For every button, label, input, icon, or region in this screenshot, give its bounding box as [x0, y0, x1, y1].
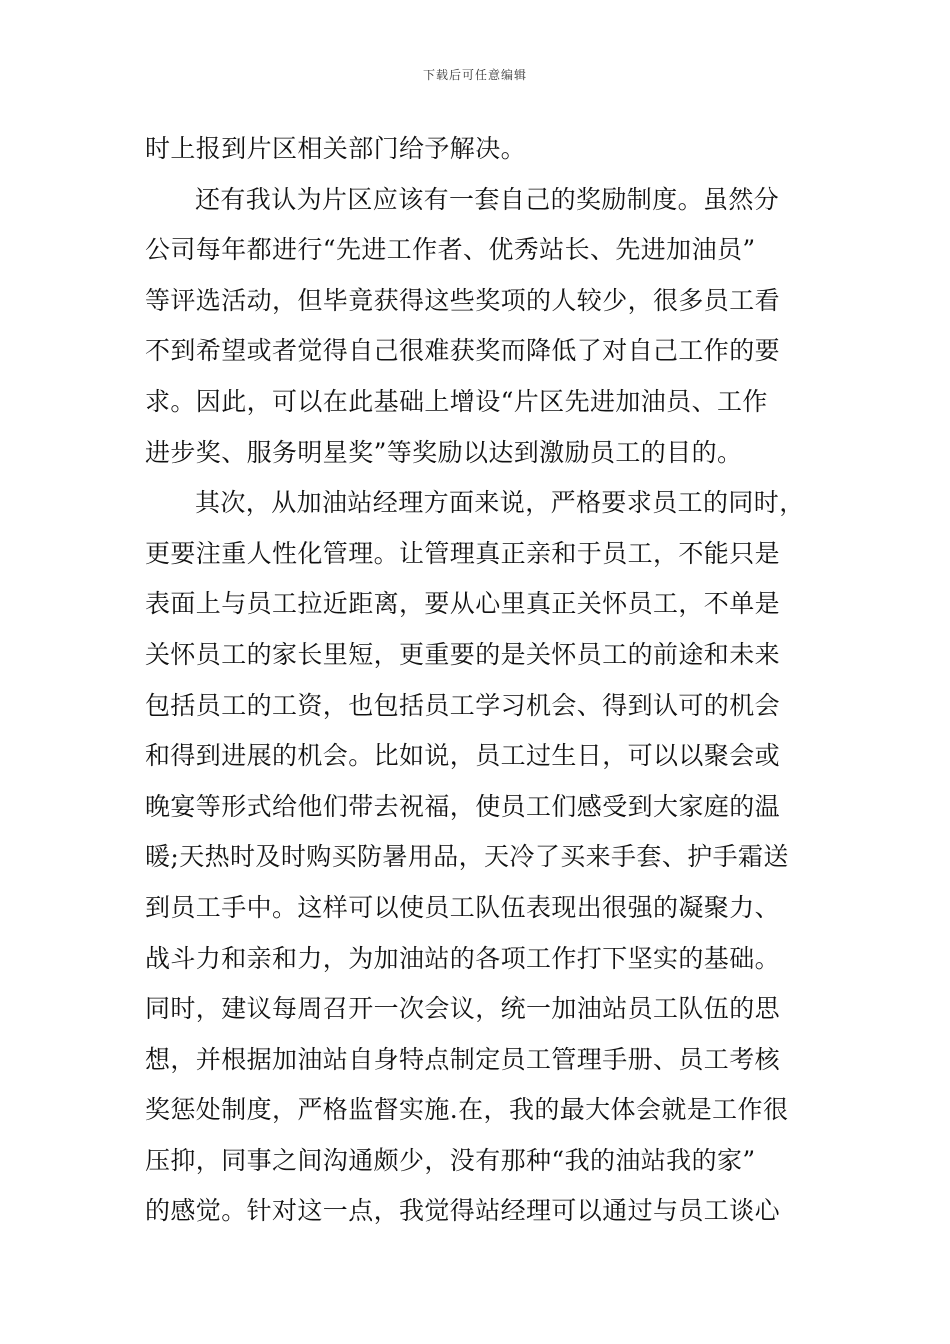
text-line: 时上报到片区相关部门给予解决。 — [145, 134, 527, 163]
text-line: 到员工手中。这样可以使员工队伍表现出很强的凝聚力、 — [145, 892, 781, 922]
text-line: 压抑，同事之间沟通颇少，没有那种“我的油站我的家” — [145, 1145, 756, 1175]
text-line: 和得到进展的机会。比如说，员工过生日，可以以聚会或 — [145, 741, 781, 771]
text-line: 其次，从加油站经理方面来说，严格要求员工的同时， — [195, 488, 805, 518]
page-header-note: 下载后可任意编辑 — [422, 68, 527, 82]
text-line: 战斗力和亲和力，为加油站的各项工作打下坚实的基础。 — [145, 943, 781, 973]
document-body — [145, 124, 835, 1237]
text-line: 进步奖、服务明星奖”等奖励以达到激励员工的目的。 — [145, 437, 743, 467]
text-line: 暖;天热时及时购买防暑用品，天冷了买来手套、护手霜送 — [145, 842, 789, 872]
text-line: 想，并根据加油站自身特点制定员工管理手册、员工考核 — [145, 1044, 781, 1074]
text-line: 同时，建议每周召开一次会议，统一加油站员工队伍的思 — [145, 994, 781, 1024]
text-line: 晚宴等形式给他们带去祝福，使员工们感受到大家庭的温 — [145, 791, 781, 821]
text-line: 奖惩处制度，严格监督实施.在，我的最大体会就是工作很 — [145, 1095, 789, 1125]
text-line: 公司每年都进行“先进工作者、优秀站长、先进加油员” — [145, 235, 756, 265]
text-line: 包括员工的工资，也包括员工学习机会、得到认可的机会 — [145, 690, 781, 720]
text-line: 的感觉。针对这一点，我觉得站经理可以通过与员工谈心 — [145, 1196, 781, 1226]
text-line: 关怀员工的家长里短，更重要的是关怀员工的前途和未来 — [145, 639, 781, 669]
text-line: 表面上与员工拉近距离，要从心里真正关怀员工，不单是 — [145, 589, 781, 619]
text-line: 不到希望或者觉得自己很难获奖而降低了对自己工作的要 — [145, 336, 781, 366]
text-line: 求。因此，可以在此基础上增设“片区先进加油员、工作 — [145, 386, 768, 416]
text-line: 等评选活动，但毕竟获得这些奖项的人较少，很多员工看 — [145, 285, 781, 315]
text-line: 更要注重人性化管理。让管理真正亲和于员工，不能只是 — [145, 538, 781, 568]
text-line: 还有我认为片区应该有一套自己的奖励制度。虽然分 — [195, 184, 780, 214]
